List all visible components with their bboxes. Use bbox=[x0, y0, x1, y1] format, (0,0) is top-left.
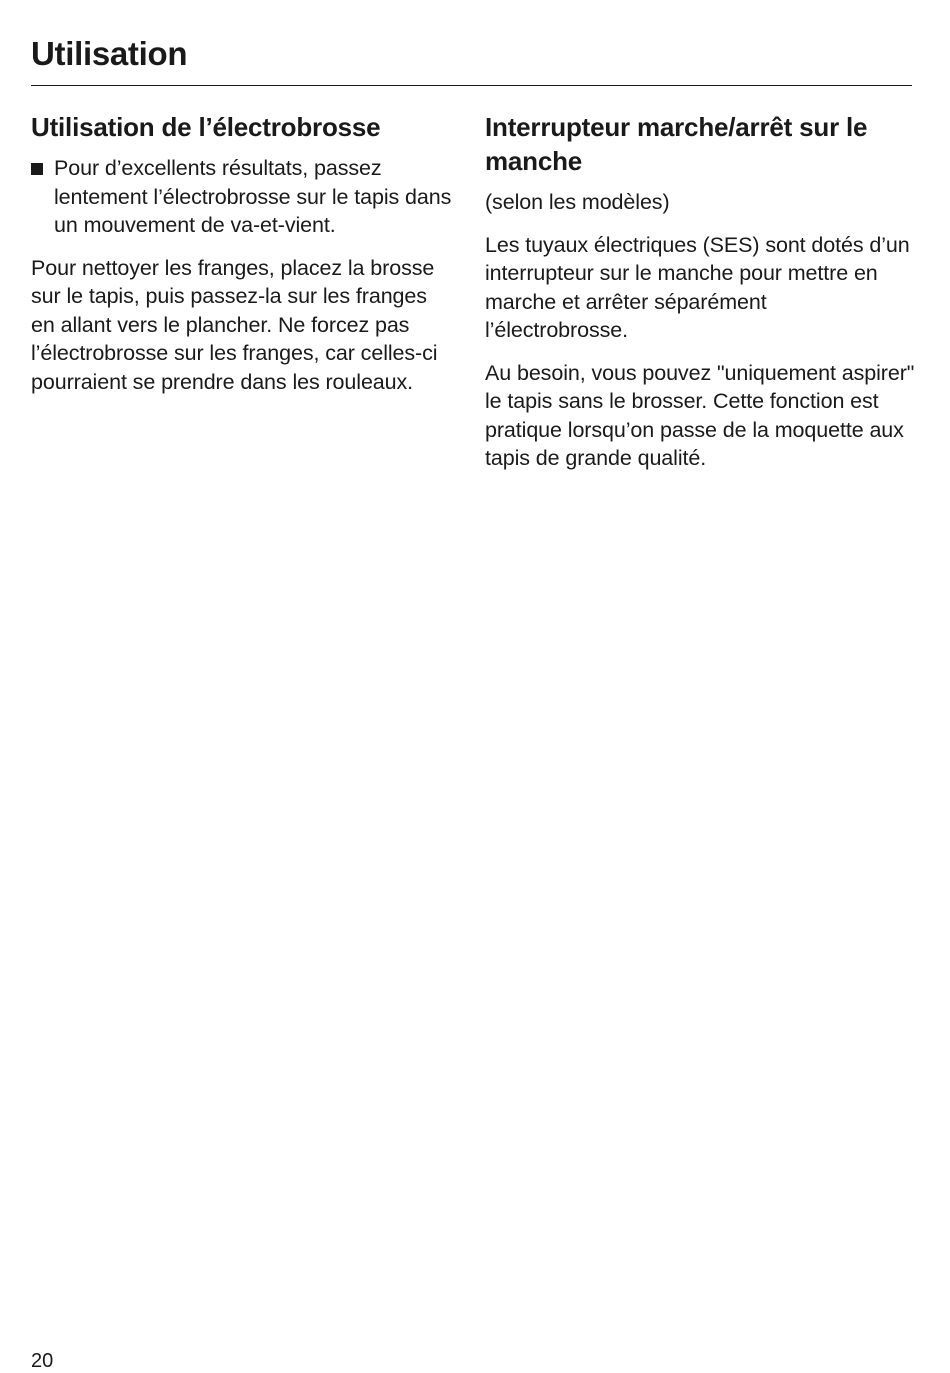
square-bullet-icon bbox=[31, 163, 43, 175]
model-note: (selon les modèles) bbox=[485, 190, 670, 214]
bullet-text: Pour d’excellents résultats, passez lentement l’électrobrosse sur le tapis dans un mouvement de va-et-vient. bbox=[54, 156, 452, 237]
left-column bbox=[31, 110, 456, 410]
right-column bbox=[485, 110, 915, 487]
page-title: Utilisation bbox=[31, 35, 188, 72]
section-heading-handle-switch: Interrupteur marche/arrêt sur le manche bbox=[485, 112, 868, 176]
page-header bbox=[31, 34, 912, 74]
suction-only-paragraph: Au besoin, vous pouvez "uniquement aspirer" le tapis sans le brosser. Cette fonction est pratique lorsqu’on passe de la moquette aux tapis de grande qualité. bbox=[485, 360, 915, 470]
header-divider bbox=[31, 85, 912, 86]
switch-description-paragraph: Les tuyaux électriques (SES) sont dotés d’un interrupteur sur le manche pour mettre en marche et arrêter séparément l’électrobrosse. bbox=[485, 232, 910, 342]
fringe-cleaning-paragraph: Pour nettoyer les franges, placez la brosse sur le tapis, puis passez-la sur les franges en allant vers le plancher. Ne forcez pas l’électrobrosse sur les franges, car celles-ci pourraient se prendre dans les rouleaux. bbox=[31, 255, 438, 394]
section-heading-electrobrush-use: Utilisation de l’électrobrosse bbox=[31, 112, 381, 142]
list-item bbox=[31, 154, 456, 240]
page-number: 20 bbox=[31, 1350, 54, 1372]
